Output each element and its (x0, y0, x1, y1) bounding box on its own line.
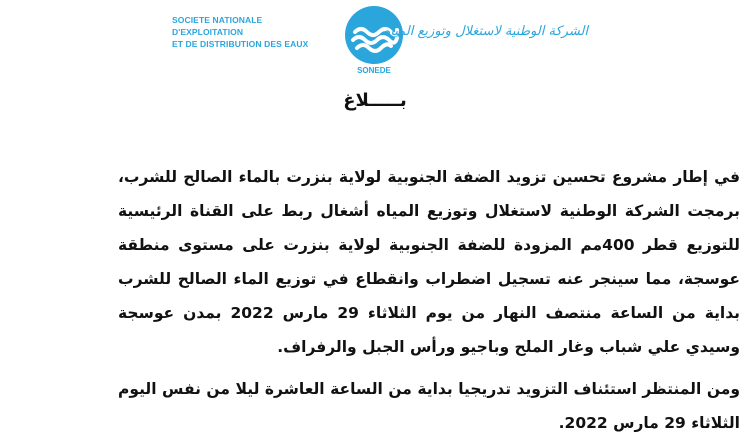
letterhead (0, 0, 750, 82)
paragraph-resumption: ومن المنتظر استئناف التزويد تدريجيا بداية من الساعة العاشرة ليلا من نفس اليوم الثلاثاء 29 مارس 2022. (118, 380, 740, 432)
paragraph-main: في إطار مشروع تحسين تزويد الضفة الجنوبية لولاية بنزرت بالماء الصالح للشرب، برمجت الشركة الوطنية لاستغلال وتوزيع المياه أشغال ربط على القناة الرئيسية للتوزيع قطر 400مم المزودة للضفة الجنوبية لولاية بنزرت على مستوى منطقة عوسجة، مما سينجر عنه تسجيل اضطراب وانقطاع في توزيع الماء الصالح للشرب بداية من الساعة منتصف النهار من يوم الثلاثاء 29 مارس 2022 بمدن عوسجة وسيدي علي شباب وغار الملح وباجيو ورأس الجبل والرفراف. (118, 168, 740, 356)
company-name-french: SOCIETE NATIONALE D'EXPLOITATION ET DE DISTRIBUTION DES EAUX (172, 15, 309, 49)
company-name-arabic: الشركة الوطنية لاستغلال وتوزيع المياه (383, 24, 588, 39)
announcement-title: بـــــلاغ (343, 90, 407, 111)
announcement-body (118, 160, 740, 440)
logo-text: SONEDE (357, 66, 391, 75)
sonede-logo (342, 6, 406, 78)
